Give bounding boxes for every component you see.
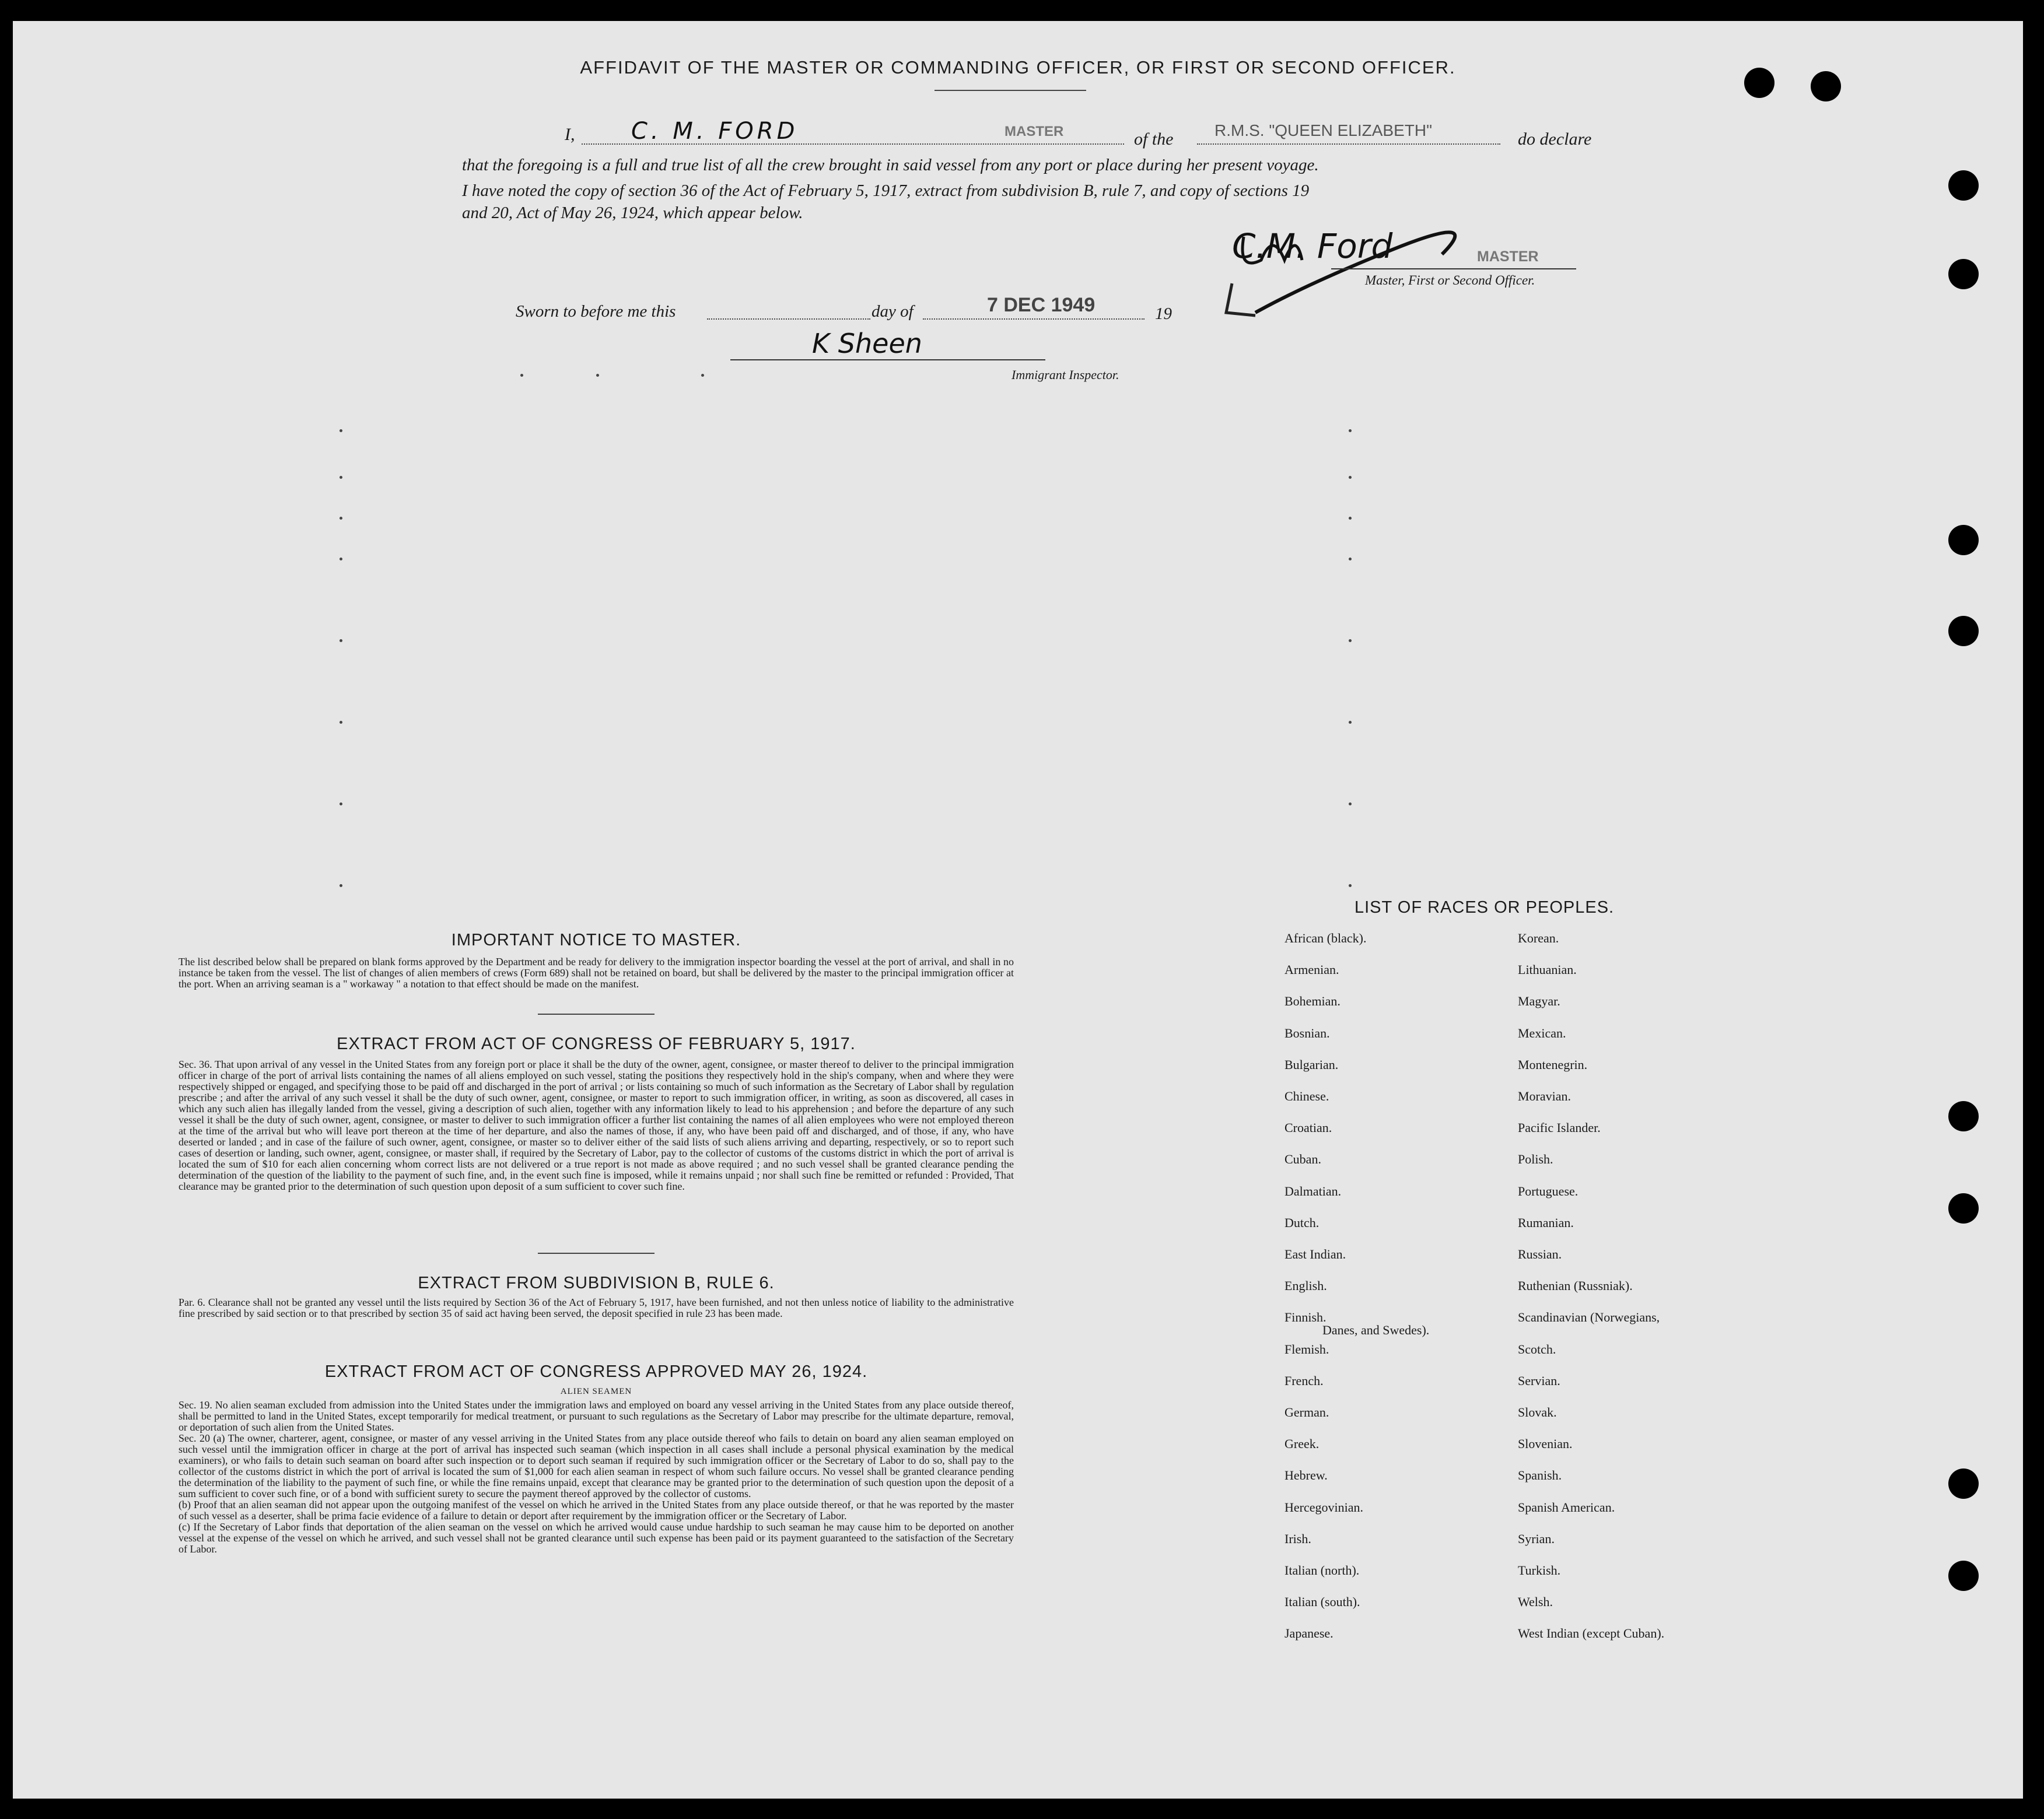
race-item: Ruthenian (Russniak). [1518, 1278, 1633, 1293]
race-item: Mexican. [1518, 1026, 1566, 1040]
speck [701, 374, 704, 377]
races-heading: LIST OF RACES OR PEOPLES. [1354, 898, 1615, 917]
sworn-month-line [923, 318, 1144, 320]
race-item: Greek. [1284, 1436, 1320, 1451]
race-item: Hercegovinian. [1284, 1500, 1363, 1515]
race-item: Lithuanian. [1518, 962, 1577, 977]
punch-hole [1948, 259, 1979, 289]
race-item: Korean. [1518, 931, 1559, 945]
sec19-text: Sec. 19. No alien seaman excluded from admission into the United States under the immigration laws and employed on board any vessel arriving in the United States from any place outside thereof, shall be permitted to land in the United States, except temporarily for medical treatment, or pursuant to such regulations as the Secretary of Labor may prescribe for the ultimate departure, removal, or deportation of such alien from the United States. [178, 1399, 1014, 1433]
race-item: Bohemian. [1284, 994, 1340, 1008]
race-item: Japanese. [1284, 1626, 1334, 1641]
notice-text: The list described below shall be prepared on blank forms approved by the Department and be ready for delivery to the immigration inspector boarding the vessel at the port of arrival, and shall in no instance be taken from the vessel. The list of changes of alien members of crews (Form 689) shall not be retained on board, but shall be delivered by the master to the principal immigration officer at the port. When an arriving seaman is a " workaway " a notation to that effect should be made on the manifest. [178, 956, 1014, 990]
year-prefix: 19 [1155, 304, 1172, 323]
race-item: Italian (north). [1284, 1563, 1360, 1578]
inspector-line [730, 359, 1045, 360]
race-item: Slovenian. [1518, 1436, 1573, 1451]
inspector-caption: Immigrant Inspector. [1012, 367, 1119, 382]
race-item: Welsh. [1518, 1594, 1553, 1609]
signature-caption: Master, First or Second Officer. [1365, 273, 1535, 288]
punch-hole [1948, 1468, 1979, 1499]
speck [1349, 429, 1352, 432]
extract-1924-body [178, 1400, 1014, 1555]
race-item: Polish. [1518, 1152, 1553, 1166]
race-item: Montenegrin. [1518, 1057, 1588, 1072]
race-item: Finnish. [1284, 1310, 1326, 1324]
declaration-line-2: that the foregoing is a full and true list of all the crew brought in said vessel from any port or place during her present voyage. [462, 156, 1319, 174]
race-item: Dalmatian. [1284, 1184, 1342, 1198]
affidavit-title: AFFIDAVIT OF THE MASTER OR COMMANDING OFFICER, OR FIRST OR SECOND OFFICER. [580, 57, 1456, 78]
title-rule [935, 90, 1086, 91]
punch-hole [1948, 1101, 1979, 1131]
punch-hole [1811, 71, 1841, 101]
signature-stamp: MASTER [1477, 248, 1539, 265]
race-item: French. [1284, 1373, 1324, 1388]
race-item: Dutch. [1284, 1215, 1320, 1230]
speck [340, 639, 342, 642]
sec20b-text: (b) Proof that an alien seaman did not appear upon the outgoing manifest of the vessel on which he arrived in the United States from any place outside thereof, or that he was reported by the master of such vessel as a deserter, shall be prima facie evidence of a failure to detain or deport after requirement by the immigration officer or the Secretary of Labor. [178, 1499, 1014, 1522]
extract-rule6-text: Par. 6. Clearance shall not be granted any vessel until the lists required by Section 36 of the Act of February 5, 1917, have been furnished, and not then unless notice of liability to the administrative fine prescribed by said section or to that prescribed by section 35 of said act having been served, the deposit specified in rule 23 has been made. [178, 1296, 1014, 1319]
race-item: Magyar. [1518, 994, 1560, 1008]
race-item: Russian. [1518, 1247, 1562, 1261]
race-item: Turkish. [1518, 1563, 1561, 1578]
race-item: Hebrew. [1284, 1468, 1328, 1482]
race-item: Flemish. [1284, 1342, 1329, 1357]
of-the-label: of the [1134, 129, 1174, 149]
race-item: Moravian. [1518, 1089, 1572, 1103]
sec20c-text: (c) If the Secretary of Labor finds that deportation of the alien seaman on the vessel on which he arrived would cause undue hardship to such seaman he may cause him to be deported on another vessel at the expense of the vessel on which he arrived, and such vessel shall not be granted clearance until such expense has been paid or its payment guaranteed to the satisfaction of the Secretary of Labor. [178, 1521, 1014, 1555]
vessel-line [1197, 143, 1500, 145]
speck [1349, 884, 1352, 887]
master-signature: C.M. Ford [1232, 226, 1393, 266]
extract-rule6-heading: EXTRACT FROM SUBDIVISION B, RULE 6. [418, 1274, 775, 1292]
race-item: Scandinavian (Norwegians, [1518, 1310, 1660, 1324]
extract-1924-heading: EXTRACT FROM ACT OF CONGRESS APPROVED MAY 26, 1924. [324, 1362, 868, 1381]
speck [1349, 558, 1352, 560]
do-declare-label: do declare [1518, 129, 1592, 149]
speck [1349, 517, 1352, 520]
race-item: Bulgarian. [1284, 1057, 1339, 1072]
document-page [13, 21, 2023, 1799]
race-item: Chinese. [1284, 1089, 1329, 1103]
section-rule [538, 1014, 654, 1015]
race-item: German. [1284, 1405, 1329, 1420]
race-item: Cuban. [1284, 1152, 1321, 1166]
sworn-date-stamp: 7 DEC 1949 [987, 294, 1096, 316]
speck [1349, 802, 1352, 805]
speck [1349, 476, 1352, 479]
punch-hole [1948, 525, 1979, 555]
race-item: Irish. [1284, 1531, 1311, 1546]
declaration-line-4: and 20, Act of May 26, 1924, which appear below. [462, 204, 803, 222]
race-item: Pacific Islander. [1518, 1120, 1601, 1135]
race-item: Italian (south). [1284, 1594, 1360, 1609]
sworn-day-line [707, 318, 870, 320]
race-item: Danes, and Swedes). [1322, 1323, 1430, 1337]
race-item: Croatian. [1284, 1120, 1332, 1135]
speck [1349, 639, 1352, 642]
race-item: Scotch. [1518, 1342, 1556, 1357]
race-item: Syrian. [1518, 1531, 1555, 1546]
speck [340, 884, 342, 887]
race-item: Servian. [1518, 1373, 1560, 1388]
sworn-label: Sworn to before me this [516, 302, 676, 321]
speck [340, 429, 342, 432]
race-item: Spanish American. [1518, 1500, 1615, 1515]
extract-1917-text: Sec. 36. That upon arrival of any vessel in the United States from any foreign port or place it shall be the duty of the owner, agent, consignee, or master thereof to deliver to the principal immigration officer in charge of the port of arrival lists containing the names of all aliens employed on such vessel, stating the positions they respectively hold in the ship's company, when and where they were respectively shipped or engaged, and specifying those to be paid off and discharged in the port of arrival ; or lists containing so much of such information as the Secretary of Labor shall by regulation prescribe ; and after the arrival of any such vessel it shall be the duty of such owner, agent, consignee, or master to report to such immigration officer, in writing, as soon as discovered, all cases in which any such alien has illegally landed from the vessel, giving a description of such alien, together with any information likely to lead to his apprehension ; and before the departure of any such vessel it shall be the duty of such owner, agent, consignee, or master to deliver to such immigration officer a further list containing the names of all alien employees who were not employed thereon at the time of the arrival but who will leave port thereon at the time of her departure, and also the names of those, if any, who have been paid off and discharged, and of those, if any, who have deserted or landed ; and in case of the failure of such owner, agent, consignee, or master so to deliver either of the said lists of such aliens arriving and departing, respectively, or so to report such cases of desertion or landing, such owner, agent, consignee, or master shall, if required by the Secretary of Labor, pay to the collector of customs of the customs district in which the port of arrival is located the sum of $10 for each alien concerning whom correct lists are not delivered or a true report is not made as above required ; and no such vessel shall be granted clearance pending the determination of the question of the liability to the payment of such fine, and, in the event such fine is imposed, while it remains unpaid ; nor shall such fine be remitted or refunded : Provided, That clearance may be granted prior to the determination of such question upon deposit of a sum sufficient to cover such fine. [178, 1059, 1014, 1192]
race-item: English. [1284, 1278, 1327, 1293]
extract-1917-heading: EXTRACT FROM ACT OF CONGRESS OF FEBRUARY 5, 1917. [337, 1035, 856, 1053]
race-item: West Indian (except Cuban). [1518, 1626, 1665, 1641]
speck [596, 374, 599, 377]
punch-hole [1744, 68, 1774, 98]
race-item: Bosnian. [1284, 1026, 1330, 1040]
speck [340, 517, 342, 520]
race-item: Portuguese. [1518, 1184, 1578, 1198]
speck [1349, 721, 1352, 724]
race-item: East Indian. [1284, 1247, 1346, 1261]
master-stamp: MASTER [1005, 124, 1064, 139]
race-item: Slovak. [1518, 1405, 1557, 1420]
vessel-name: R.M.S. "QUEEN ELIZABETH" [1214, 121, 1433, 139]
race-item: Rumanian. [1518, 1215, 1574, 1230]
signature-line [1331, 268, 1576, 269]
punch-hole [1948, 616, 1979, 646]
master-name: C. M. FORD [631, 118, 799, 145]
day-of-label: day of [872, 302, 914, 321]
punch-hole [1948, 1193, 1979, 1224]
declaration-line-3: I have noted the copy of section 36 of the Act of February 5, 1917, extract from subdivision B, rule 7, and copy of sections 19 [462, 181, 1310, 200]
race-item: African (black). [1284, 931, 1367, 945]
speck [340, 802, 342, 805]
speck [340, 721, 342, 724]
section-rule [538, 1253, 654, 1254]
race-item: Armenian. [1284, 962, 1339, 977]
punch-hole [1948, 170, 1979, 201]
i-label: I, [565, 125, 575, 144]
speck [340, 476, 342, 479]
punch-hole [1948, 1561, 1979, 1591]
inspector-signature: K Sheen [812, 328, 922, 359]
sec20a-text: Sec. 20 (a) The owner, charterer, agent, consignee, or master of any vessel arriving in the United States from any place outside thereof who fails to detain on board any alien seaman employed on such vessel until the immigration officer in charge at the port of arrival has inspected such seaman (which inspection in all cases shall include a personal physical examination by the medical examiners), or who fails to detain such seaman on board after such inspection or to deport such seaman if required by such immigration officer or the Secretary of Labor to do so, shall pay to the collector of the customs district in which the port of arrival is located the sum of $1,000 for each alien seaman in respect of whom such failure occurs. No vessel shall be granted clearance pending the determination of the liability to the payment of such fine, or while the fine remains unpaid, except that clearance may be granted prior to the determination of such question upon the deposit of a sum sufficient to cover such fine, or of a bond with sufficient surety to secure the payment thereof approved by the collector of customs. [178, 1432, 1014, 1499]
speck [520, 374, 523, 377]
speck [340, 558, 342, 560]
notice-heading: IMPORTANT NOTICE TO MASTER. [451, 931, 741, 949]
alien-seamen-subheading: ALIEN SEAMEN [560, 1387, 632, 1396]
race-item: Spanish. [1518, 1468, 1562, 1482]
